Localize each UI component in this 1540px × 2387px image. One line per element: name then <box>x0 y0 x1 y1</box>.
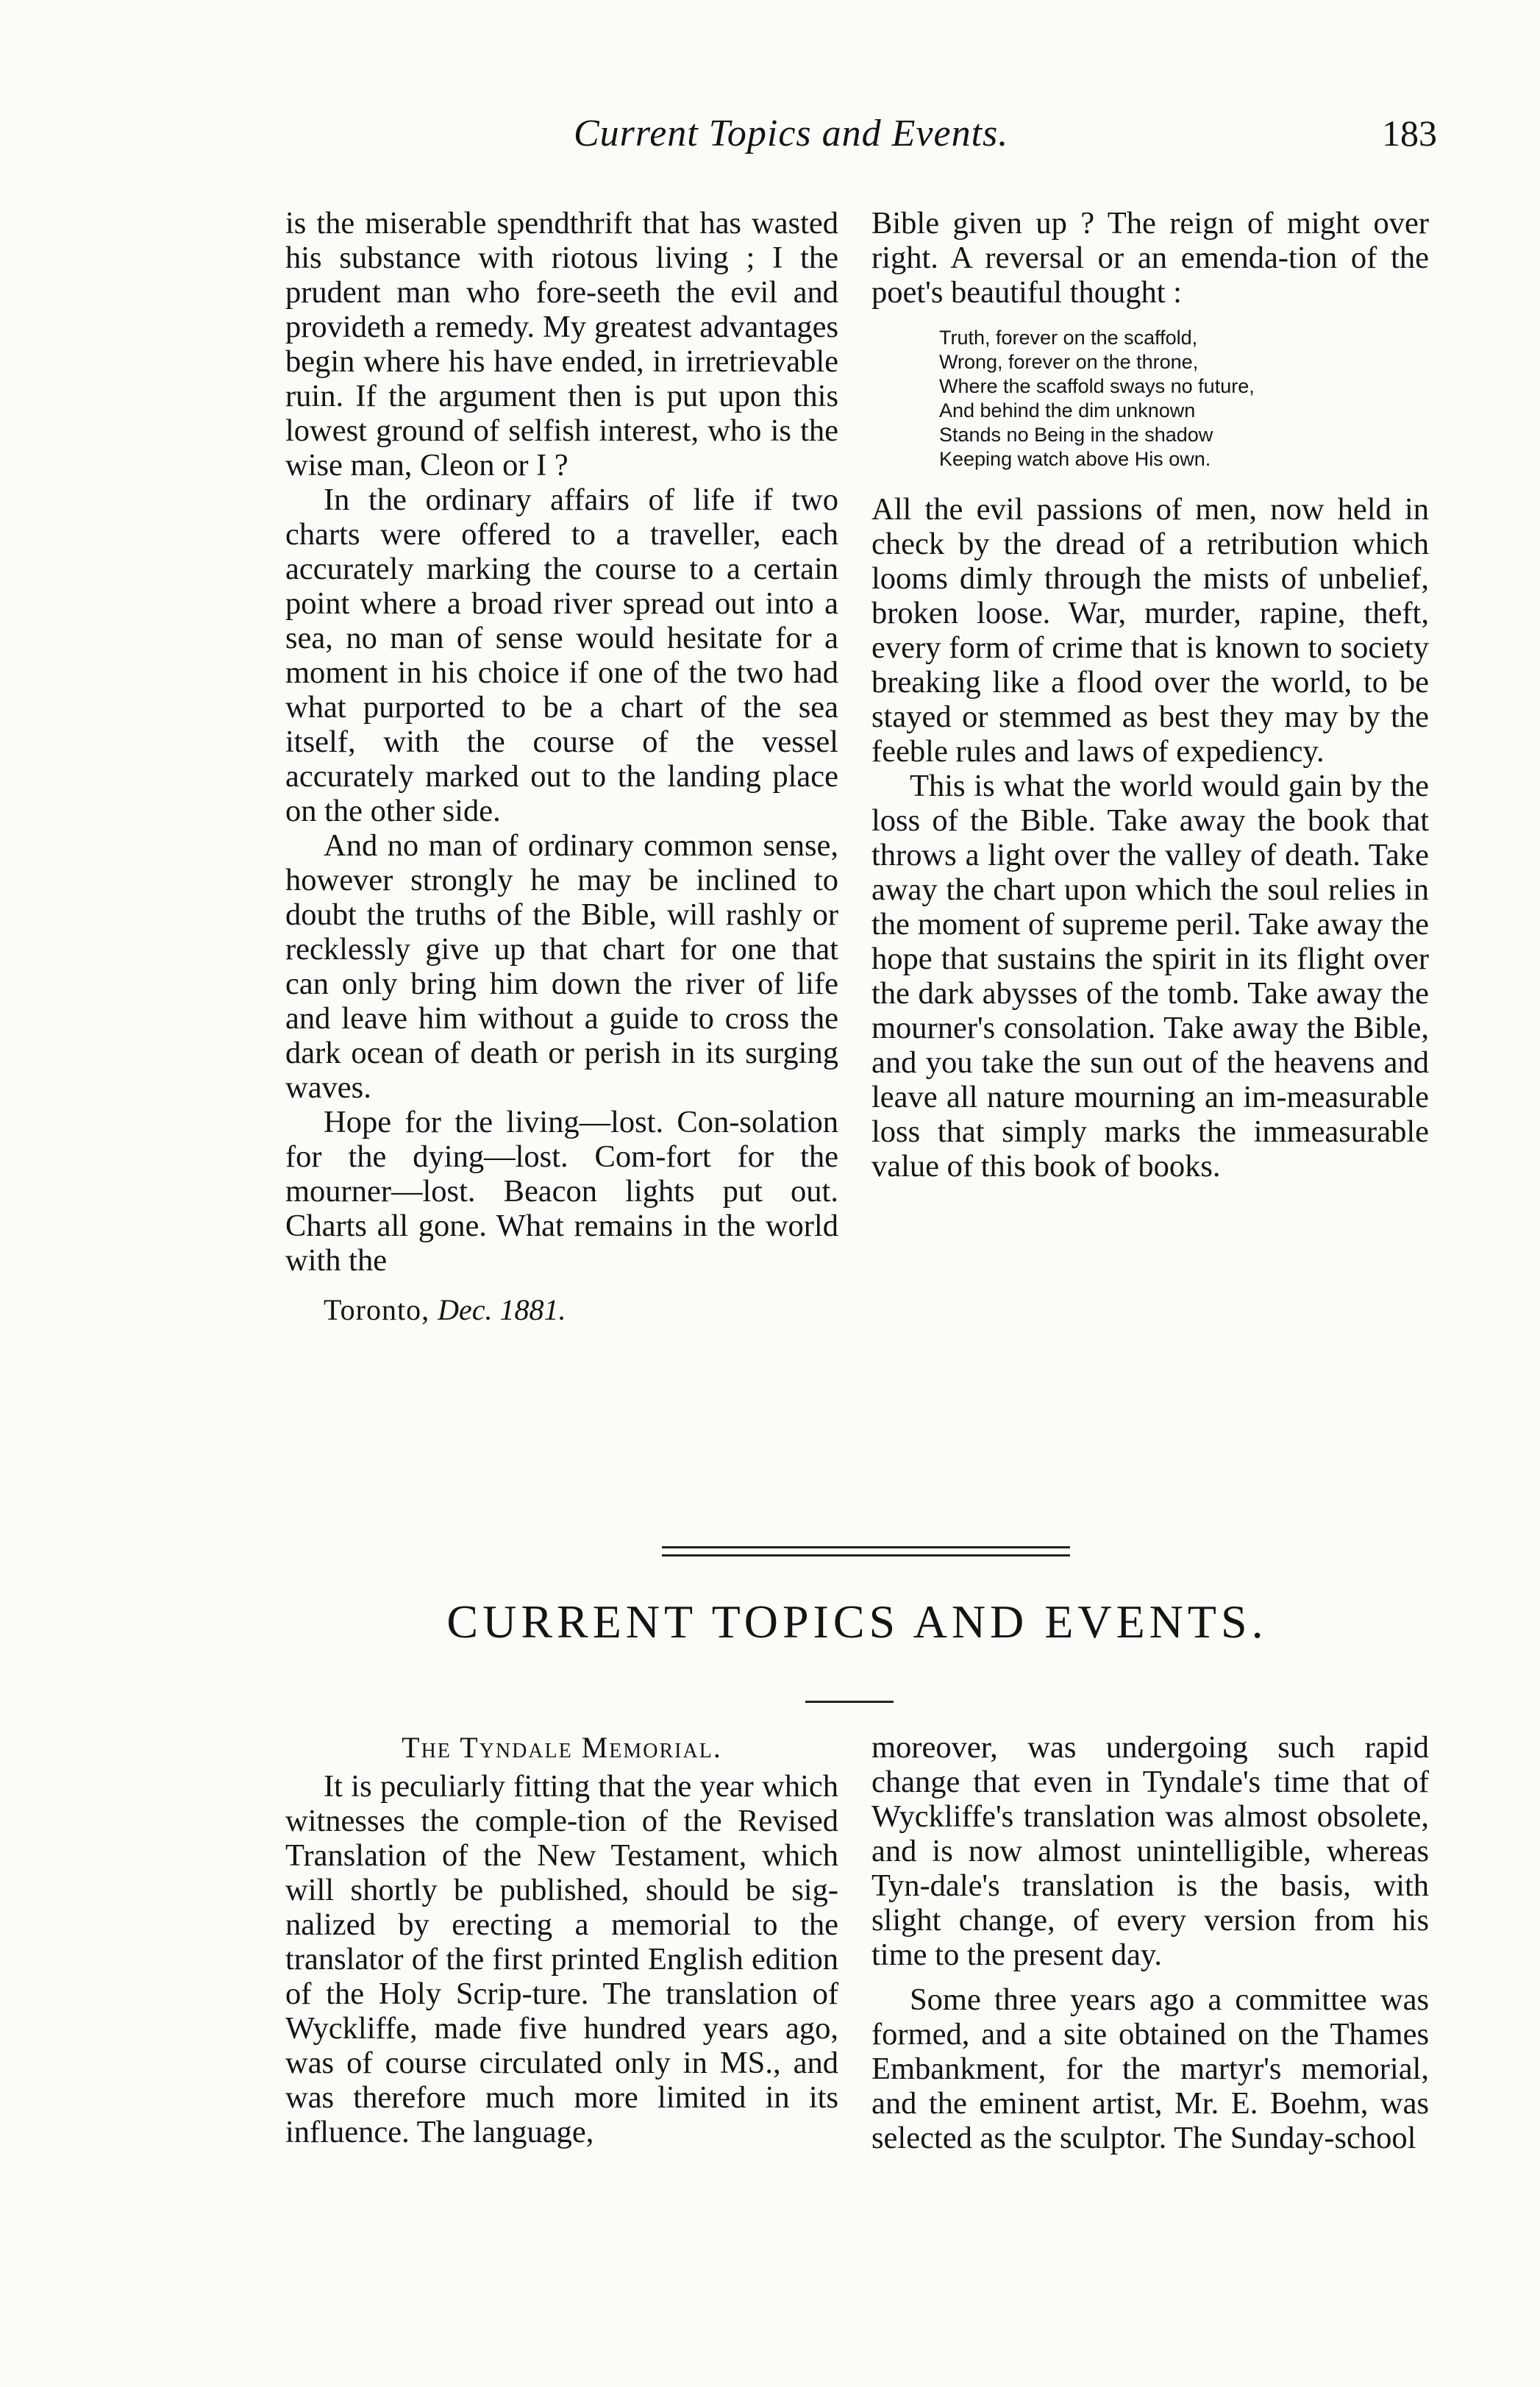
paragraph: This is what the world would gain by the loss of the Bible. Take away the book that throws a light over the valley of death. Take away the chart upon which the soul relies in the moment of supreme peril. Take away the hope that sustains the spirit in its flight over the dark abysses of the tomb. Take away the mourner's consolation. Take away the Bible, and you take the sun out of the heavens and leave all nature mourning an im-measurable loss that simply marks the immeasurable value of this book of books. <box>871 769 1429 1184</box>
running-title: Current Topics and Events. <box>574 113 1009 154</box>
running-head <box>574 109 1437 168</box>
paragraph: And no man of ordinary common sense, however strongly he may be inclined to doubt the truths of the Bible, will rashly or recklessly give up that chart for one that can only bring him down the river of life and leave him without a guide to cross the dark ocean of death or perish in its surging waves. <box>285 828 838 1105</box>
paragraph: Bible given up ? The reign of might over right. A reversal or an emenda-tion of the poet's beautiful thought : <box>871 206 1429 310</box>
lower-left-column <box>285 1730 838 2149</box>
signoff <box>285 1292 838 1327</box>
paragraph: moreover, was undergoing such rapid change that even in Tyndale's time that of Wyckliffe's translation was almost obsolete, and is now almost unintelligible, whereas Tyn-dale's translation is the basis, with slight change, of every version from his time to the present day. <box>871 1730 1429 1972</box>
paragraph: Hope for the living—lost. Con-solation for the dying—lost. Com-fort for the mourner—lost. Beacon lights put out. Charts all gone. What remains in the world with the <box>285 1105 838 1278</box>
paragraph: Some three years ago a committee was formed, and a site obtained on the Thames Embankment, for the martyr's memorial, and the eminent artist, Mr. E. Boehm, was selected as the sculptor. The Sunday-school <box>871 1982 1429 2155</box>
verse-line: Keeping watch above His own. <box>939 448 1211 470</box>
title-underline-rule <box>805 1701 894 1703</box>
section-divider-rule <box>662 1554 1070 1557</box>
paragraph: In the ordinary affairs of life if two charts were offered to a traveller, each accurately marking the course to a certain point where a broad river spread out into a sea, no man of sense would hesitate for a moment in his choice if one of the two had what purported to be a chart of the sea itself, with the course of the vessel accurately marked out to the landing place on the other side. <box>285 483 838 828</box>
lower-right-column <box>871 1730 1429 2155</box>
poem-quotation <box>939 326 1429 472</box>
verse-line: Truth, forever on the scaffold, <box>939 327 1198 349</box>
verse-line: And behind the dim unknown <box>939 399 1196 421</box>
page-number: 183 <box>1382 113 1437 154</box>
article-subhead: The Tyndale Memorial. <box>402 1731 722 1764</box>
upper-left-column <box>285 206 838 1327</box>
upper-right-column <box>871 206 1429 1184</box>
signoff-place: Toronto, <box>324 1293 430 1326</box>
verse-line: Stands no Being in the shadow <box>939 424 1213 446</box>
signoff-date: Dec. 1881. <box>438 1293 566 1326</box>
paragraph: It is peculiarly fitting that the year which witnesses the comple-tion of the Revised Translation of the New Testament, which will shortly be published, should be sig-nalized by erecting a memorial to the translator of the first printed English edition of the Holy Scrip-ture. The translation of Wyckliffe, made five hundred years ago, was of course circulated only in MS., and was therefore much more limited in its influence. The language, <box>285 1769 838 2149</box>
verse-line: Wrong, forever on the throne, <box>939 351 1199 373</box>
paragraph: is the miserable spendthrift that has wasted his substance with riotous living ; I the prudent man who fore-seeth the evil and provideth a remedy. My greatest advantages begin where his have ended, in irretrievable ruin. If the argument then is put upon this lowest ground of selfish interest, who is the wise man, Cleon or I ? <box>285 206 838 483</box>
section-title: CURRENT TOPICS AND EVENTS. <box>446 1596 1268 1648</box>
paragraph: All the evil passions of men, now held in check by the dread of a retribution which looms dimly through the mists of unbelief, broken loose. War, murder, rapine, theft, every form of crime that is known to society breaking like a flood over the world, to be stayed or stemmed as best they may by the feeble rules and laws of expediency. <box>871 492 1429 769</box>
section-divider-rule <box>662 1546 1070 1548</box>
verse-line: Where the scaffold sways no future, <box>939 375 1255 397</box>
